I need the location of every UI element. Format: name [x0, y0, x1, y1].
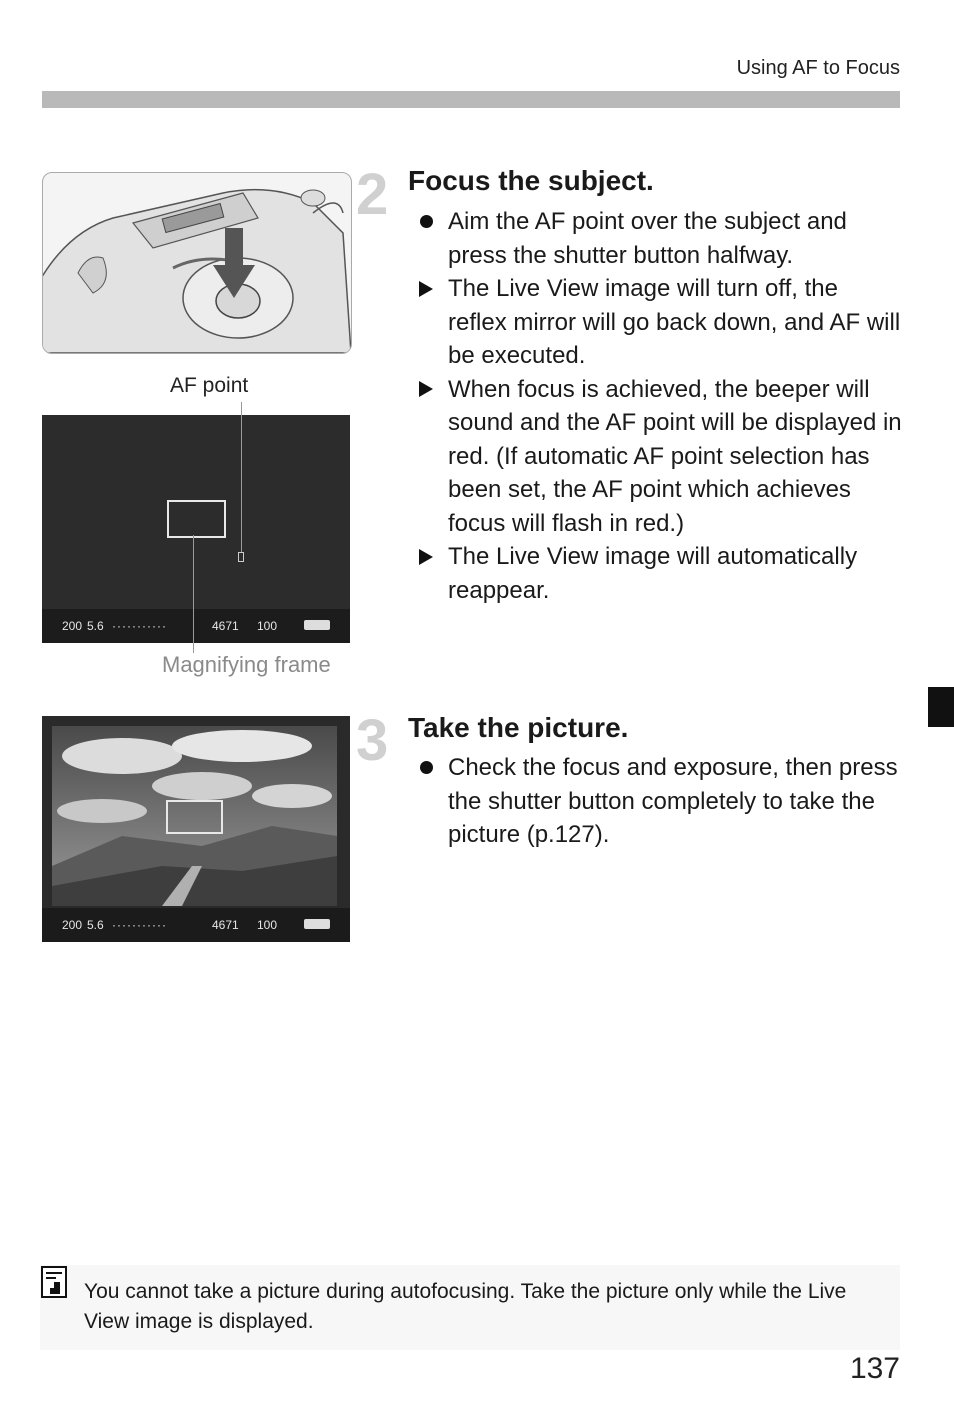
lcd-status-bar: [42, 908, 350, 942]
live-view-screen-landscape: [42, 716, 350, 942]
chapter-tab: [928, 687, 954, 727]
lcd-iso: 100: [257, 918, 278, 932]
lcd-shots: 4671: [212, 619, 239, 633]
step-3-items: [408, 751, 903, 852]
af-point-marker: [238, 552, 244, 562]
af-point-callout-line: [241, 402, 242, 552]
lcd-exposure-scale: ···········: [112, 619, 167, 633]
list-item: The Live View image will turn off, the reflex mirror will go back down, and AF will be executed.: [408, 272, 903, 373]
lcd-aperture: 5.6: [87, 619, 104, 633]
lcd-iso: 100: [257, 619, 278, 633]
step-number: 3: [356, 708, 389, 773]
list-item: Aim the AF point over the subject and press the shutter button halfway.: [408, 205, 903, 272]
step-title: Focus the subject.: [408, 165, 654, 196]
camera-illustration-icon: [43, 173, 351, 353]
af-point-label: AF point: [170, 374, 249, 397]
lcd-status-bar: [42, 609, 350, 643]
bullet-icon: [420, 761, 433, 774]
memo-icon: [41, 1266, 67, 1298]
battery-icon: [304, 919, 330, 929]
bullet-icon: [420, 215, 433, 228]
lcd-shutter: 200: [62, 918, 83, 932]
lcd-exposure-scale: ···········: [112, 918, 167, 932]
lcd-shots: 4671: [212, 918, 239, 932]
header-bar: [42, 91, 900, 108]
lcd-aperture: 5.6: [87, 918, 104, 932]
result-arrow-icon: [419, 281, 433, 297]
note-text: You cannot take a picture during autofocusing. Take the picture only while the Live View image is displayed.: [84, 1280, 847, 1333]
battery-icon: [304, 620, 330, 630]
result-arrow-icon: [419, 549, 433, 565]
step-number: 2: [356, 162, 389, 227]
section-title: Using AF to Focus: [736, 57, 900, 79]
camera-shutter-illustration: [42, 172, 352, 354]
magnifying-frame-callout-line: [193, 535, 194, 653]
list-item: When focus is achieved, the beeper will sound and the AF point will be displayed in red. (If automatic AF point selection has been set, the AF point which achieves focus will flash in red.): [408, 373, 903, 541]
magnifying-frame-label: Magnifying frame: [162, 652, 331, 677]
page-number: 137: [849, 1352, 900, 1385]
lcd-shutter: 200: [62, 619, 83, 633]
list-item: Check the focus and exposure, then press the shutter button completely to take the picture (p.127).: [408, 751, 903, 852]
list-item: The Live View image will automatically reappear.: [408, 540, 903, 607]
live-view-screen-focusing: [42, 415, 350, 643]
step-title: Take the picture.: [408, 712, 629, 743]
magnifying-frame: [167, 500, 226, 538]
result-arrow-icon: [419, 381, 433, 397]
step-2-items: [408, 205, 903, 607]
